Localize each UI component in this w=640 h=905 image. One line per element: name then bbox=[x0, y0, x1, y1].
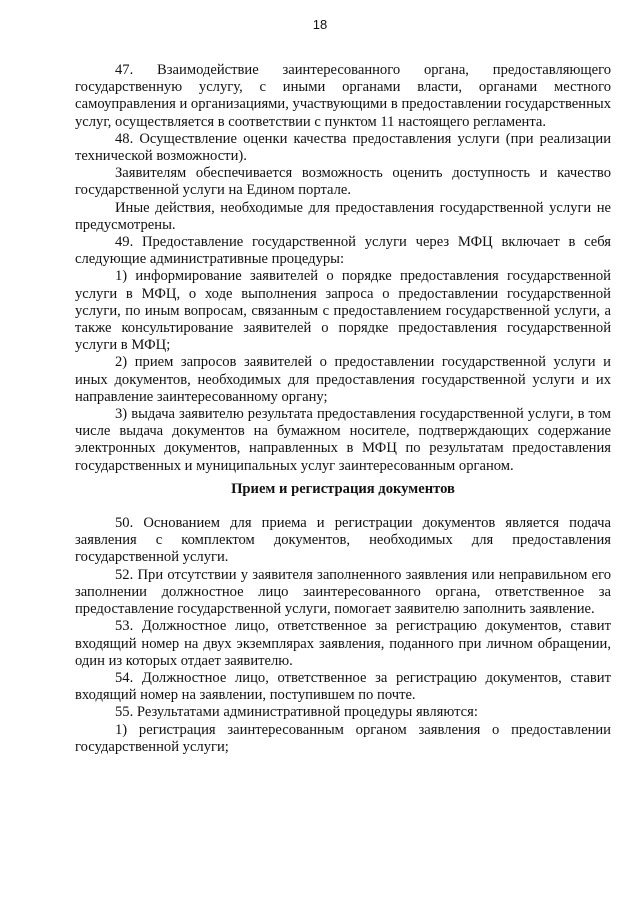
paragraph-49: 49. Предоставление государственной услуги через МФЦ включает в себя следующие административные процедуры: bbox=[75, 234, 611, 268]
paragraph-48-assessment: Заявителям обеспечивается возможность оценить доступность и качество государственной услуги на Едином портале. bbox=[75, 165, 611, 199]
paragraph-49-item-1: 1) информирование заявителей о порядке предоставления государственной услуги в МФЦ, о ходе выполнения запроса о предоставлении государственной услуги, по иным вопросам, связанным с предоставлением государственной услуги, а также консультирование заявителей о порядке предоставления государственной услуги в МФЦ; bbox=[75, 268, 611, 354]
section-heading: Прием и регистрация документов bbox=[231, 480, 455, 497]
paragraph-50: 50. Основанием для приема и регистрации документов является подача заявления с комплектом документов, необходимых для предоставления государственной услуги. bbox=[75, 515, 611, 566]
paragraph-49-item-2: 2) прием запросов заявителей о предоставлении государственной услуги и иных документов, необходимых для предоставления государственной услуги и их направление заинтересованному органу; bbox=[75, 354, 611, 405]
paragraph-48: 48. Осуществление оценки качества предоставления услуги (при реализации технической возможности). bbox=[75, 130, 611, 165]
paragraph-55-item-1: 1) регистрация заинтересованным органом заявления о предоставлении государственной услуги; bbox=[75, 721, 611, 755]
page-number: 18 bbox=[312, 17, 328, 32]
paragraph-49-item-3: 3) выдача заявителю результата предоставления государственной услуги, в том числе выдача документов на бумажном носителе, подтверждающих содержание электронных документов, направленных в МФЦ по результатам предоставления государственных и муниципальных услуг заинтересованным органом. bbox=[75, 406, 611, 474]
paragraph-52: 52. При отсутствии у заявителя заполненного заявления или неправильном его заполнении должностное лицо заинтересованного органа, ответственное за предоставление государственной услуги, помогает заявителю заполнить заявление. bbox=[75, 566, 611, 618]
paragraph-55: 55. Результатами административной процедуры являются: bbox=[115, 704, 478, 721]
document-body bbox=[75, 62, 611, 756]
paragraph-53: 53. Должностное лицо, ответственное за регистрацию документов, ставит входящий номер на двух экземплярах заявления, поданного при личном обращении, один из которых отдает заявителю. bbox=[75, 618, 611, 669]
paragraph-48-other-actions: Иные действия, необходимые для предоставления государственной услуги не предусмотрены. bbox=[75, 199, 611, 233]
paragraph-47: 47. Взаимодействие заинтересованного органа, предоставляющего государственную услугу, с иными органами власти, органами местного самоуправления и организациями, участвующими в предоставлении государственных услуг, осуществляется в соответствии с пунктом 11 настоящего регламента. bbox=[75, 62, 611, 130]
paragraph-54: 54. Должностное лицо, ответственное за регистрацию документов, ставит входящий номер на заявлении, поступившем по почте. bbox=[75, 669, 611, 704]
